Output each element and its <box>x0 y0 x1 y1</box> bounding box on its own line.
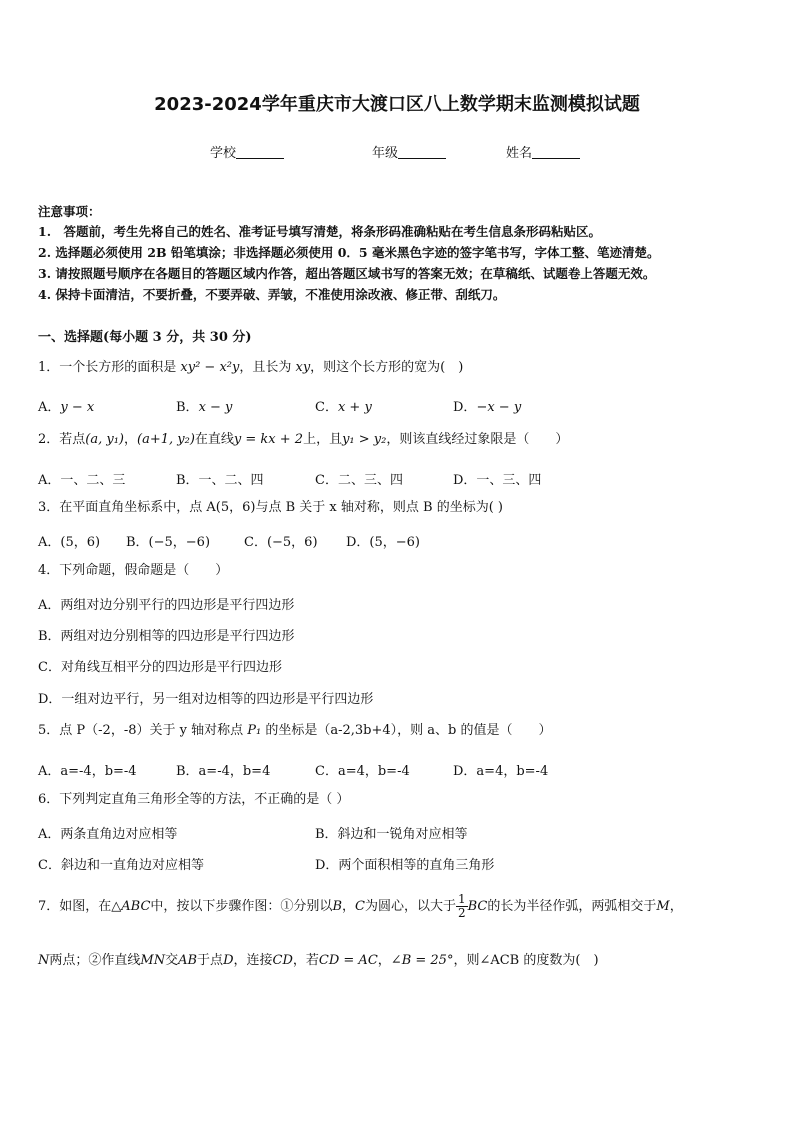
q2-condition: y₁ > y₂ <box>342 432 387 447</box>
notice-item: 2. 选择题必须使用 2B 铅笔填涂；非选择题必须使用 0．5 毫米黑色字迹的签字笔书写，字体工整、笔迹清楚。 <box>38 245 660 260</box>
q2-option-b[interactable]: B．一、二、四 <box>176 473 264 488</box>
q2-text-post: ，则该直线经过象限是（ ） <box>386 432 569 447</box>
option-expr: x − y <box>198 400 233 415</box>
q1-option-d[interactable] <box>453 396 521 415</box>
q7-text: ，若 <box>292 953 319 968</box>
q7-text: ， <box>377 953 391 968</box>
q6-option-d[interactable]: D．两个面积相等的直角三角形 <box>315 858 495 873</box>
option-expr: −x − y <box>476 400 522 415</box>
q4-option-c[interactable]: C．对角线互相平分的四边形是平行四边形 <box>38 660 282 675</box>
name-label: 姓名 <box>506 146 533 161</box>
q7-point-m: M <box>656 899 670 914</box>
notice-item: 3. 请按照题号顺序在各题目的答题区域内作答，超出答题区域书写的答案无效；在草稿纸、试题卷上答题无效。 <box>38 266 656 281</box>
q1-option-c[interactable] <box>315 396 372 415</box>
question-6: 6．下列判定直角三角形全等的方法，不正确的是（ ） <box>38 792 350 807</box>
q7-text: 于点 <box>197 953 224 968</box>
q2-text-pre: 2．若点 <box>38 432 86 447</box>
q2-text-mid: 在直线 <box>194 432 234 447</box>
option-expr: y − x <box>60 400 95 415</box>
q5-option-d[interactable]: D．a=4，b=-4 <box>453 764 549 779</box>
q3-option-b[interactable]: B．(−5，−6) <box>126 535 211 550</box>
q3-option-c[interactable]: C．(−5，6) <box>244 535 318 550</box>
q7-equation: CD = AC <box>318 953 378 968</box>
question-7-line-2 <box>38 953 599 969</box>
q1-area-expr: xy² − x²y <box>180 360 240 375</box>
q7-text: ，连接 <box>233 953 273 968</box>
q5-option-b[interactable]: B．a=-4，b=4 <box>176 764 271 779</box>
q7-fraction <box>456 893 468 920</box>
q5-option-c[interactable]: C．a=4，b=-4 <box>315 764 410 779</box>
q2-option-a[interactable]: A．一、二、三 <box>38 473 126 488</box>
fraction-numerator: 1 <box>457 892 466 906</box>
q7-segment-ab: AB <box>178 953 198 968</box>
q6-option-a[interactable]: A．两条直角边对应相等 <box>38 827 178 842</box>
q5-text-pre: 5．点 P（-2，-8）关于 y 轴对称点 <box>38 723 248 738</box>
q7-angle: ∠B = 25° <box>390 953 454 968</box>
section-heading: 一、选择题(每小题 3 分，共 30 分) <box>38 330 252 345</box>
q7-text: 为圆心，以大于 <box>364 899 456 914</box>
q4-option-a[interactable]: A．两组对边分别平行的四边形是平行四边形 <box>38 598 295 613</box>
option-letter: A． <box>38 400 61 415</box>
q7-segment-bc: BC <box>467 899 488 914</box>
q7-text: 中，按以下步骤作图：①分别以 <box>150 899 333 914</box>
option-letter: C． <box>315 400 338 415</box>
notice-heading: 注意事项： <box>38 204 101 219</box>
q2-text-mid2: 上，且 <box>303 432 343 447</box>
q7-point-d: D <box>223 953 234 968</box>
q7-text: 两点；②作直线 <box>49 953 141 968</box>
notice-item: 1. 答题前，考生先将自己的姓名、准考证号填写清楚，将条形码准确粘贴在考生信息条形码粘贴区。 <box>38 224 602 239</box>
q7-point-c: C <box>355 899 365 914</box>
q5-text-post: 的坐标是（a-2,3b+4），则 a、b 的值是（ ） <box>261 723 552 738</box>
q3-option-d[interactable]: D．(5，−6) <box>346 535 421 550</box>
grade-label: 年级 <box>372 146 399 161</box>
school-field[interactable] <box>210 142 284 161</box>
q1-text-pre: 1．一个长方形的面积是 <box>38 360 181 375</box>
q7-point-n: N <box>38 953 50 968</box>
q2-point-2: (a+1, y₂) <box>137 432 195 447</box>
q7-text: ， <box>342 899 356 914</box>
option-letter: D． <box>453 400 477 415</box>
question-3: 3．在平面直角坐标系中，点 A(5，6)与点 B 关于 x 轴对称，则点 B 的坐标为( ) <box>38 500 503 515</box>
q7-text: ， <box>669 899 683 914</box>
option-letter: B． <box>176 400 199 415</box>
q6-option-c[interactable]: C．斜边和一直角边对应相等 <box>38 858 204 873</box>
q7-point-b: B <box>332 899 342 914</box>
q2-point-1: (a, y₁) <box>85 432 124 447</box>
q3-option-a[interactable]: A．(5，6) <box>38 535 101 550</box>
page-title: 2023-2024学年重庆市大渡口区八上数学期末监测模拟试题 <box>154 94 640 115</box>
q7-text: ，则∠ACB 的度数为( ) <box>453 953 599 968</box>
q1-text-post: ，则这个长方形的宽为( ) <box>310 360 464 375</box>
school-label: 学校 <box>210 146 237 161</box>
q6-option-b[interactable]: B．斜边和一锐角对应相等 <box>315 827 468 842</box>
q2-line-eq: y = kx + 2 <box>233 432 304 447</box>
q7-text: 交 <box>165 953 179 968</box>
question-7-line-1 <box>38 892 683 922</box>
notice-item: 4. 保持卡面清洁，不要折叠，不要弄破、弄皱，不准使用涂改液、修正带、刮纸刀。 <box>38 287 506 302</box>
question-1 <box>38 360 463 376</box>
q2-separator: ， <box>124 432 138 447</box>
q7-line-mn: MN <box>140 953 166 968</box>
q5-point-symbol: P₁ <box>247 723 262 738</box>
q1-text-mid: ，且长为 <box>239 360 296 375</box>
q2-option-c[interactable]: C．二、三、四 <box>315 473 403 488</box>
q1-length-expr: xy <box>295 360 311 375</box>
q1-option-a[interactable] <box>38 396 94 415</box>
q7-text: 7．如图，在 <box>38 899 112 914</box>
school-blank[interactable] <box>236 146 284 159</box>
q5-option-a[interactable]: A．a=-4，b=-4 <box>38 764 137 779</box>
question-2 <box>38 432 568 448</box>
q1-option-b[interactable] <box>176 396 232 415</box>
q7-triangle: △ABC <box>111 899 151 914</box>
q7-text: 的长为半径作弧，两弧相交于 <box>487 899 657 914</box>
name-blank[interactable] <box>532 146 580 159</box>
question-5 <box>38 723 551 739</box>
q4-option-b[interactable]: B．两组对边分别相等的四边形是平行四边形 <box>38 629 295 644</box>
q7-segment-cd: CD <box>272 953 293 968</box>
grade-blank[interactable] <box>398 146 446 159</box>
name-field[interactable] <box>506 142 580 161</box>
grade-field[interactable] <box>372 142 446 161</box>
q2-option-d[interactable]: D．一、三、四 <box>453 473 542 488</box>
q4-option-d[interactable]: D．一组对边平行，另一组对边相等的四边形是平行四边形 <box>38 692 374 707</box>
option-expr: x + y <box>337 400 372 415</box>
question-4: 4．下列命题，假命题是（ ） <box>38 563 229 578</box>
fraction-denominator: 2 <box>457 906 466 920</box>
